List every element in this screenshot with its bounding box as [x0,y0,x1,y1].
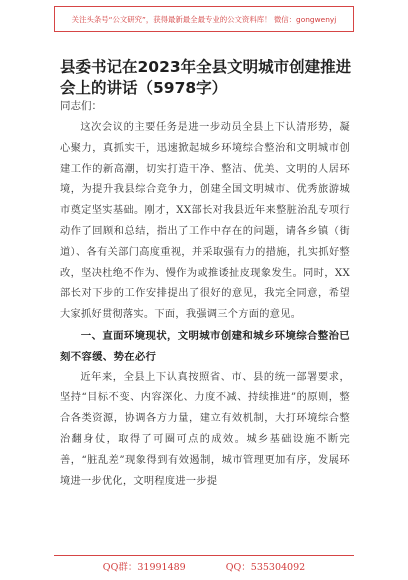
promo-banner [54,6,354,32]
document-title: 县委书记在2023年全县文明城市创建推进会上的讲话（5978字） [60,58,352,97]
greeting: 同志们： [60,100,102,112]
promo-banner-text: 关注头条号“公文研究”，获得最新最全最专业的公文资料库！ 微信：gongwenyj [71,14,337,24]
paragraph-intro: 这次会议的主要任务是进一步动员全县上下认清形势，凝心聚力，真抓实干，迅速掀起城乡环境综合整治和文明城市创建工作的新高潮，切实打造干净、整洁、优美、文明的人居环境，为提升我县综合竞争力，创建全国文明城市、优秀旅游城市奠定坚实基础。刚才，XX部长对我县近年来整脏治乱专项行动作了回顾和总结，指出了工作中存在的问题，请各乡镇（街道）、各有关部门高度重视，并采取强有力的措施，扎实抓好整改，坚决杜绝不作为、慢作为或推诿扯皮现象发生。同时，XX部长对下步的工作安排提出了很好的意见，我完全同意，希望大家抓好贯彻落实。下面，我强调三个方面的意见。 [60,122,350,321]
document-body [60,118,350,492]
paragraph-section-1: 近年来，全县上下认真按照省、市、县的统一部署要求，坚持“目标不变、内容深化、力度不减、持续推进”的原则，整合各类资源，协调各方力量，建立有效机制，大打环境综合整治翻身仗，取得了可圈可点的成效。城乡基础设施不断完善，“脏乱差”现象得到有效遏制，城市管理更加有序，发展环境进一步优化，文明程度进一步提 [60,371,350,487]
footer-contact [54,555,354,576]
footer-qq: QQ：535304092 [225,562,306,573]
footer-qq-group: QQ群：31991489 [102,562,186,573]
section-heading-1: 一、直面环境现状，文明城市创建和城乡环境综合整治已刻不容缓、势在必行 [60,329,350,363]
